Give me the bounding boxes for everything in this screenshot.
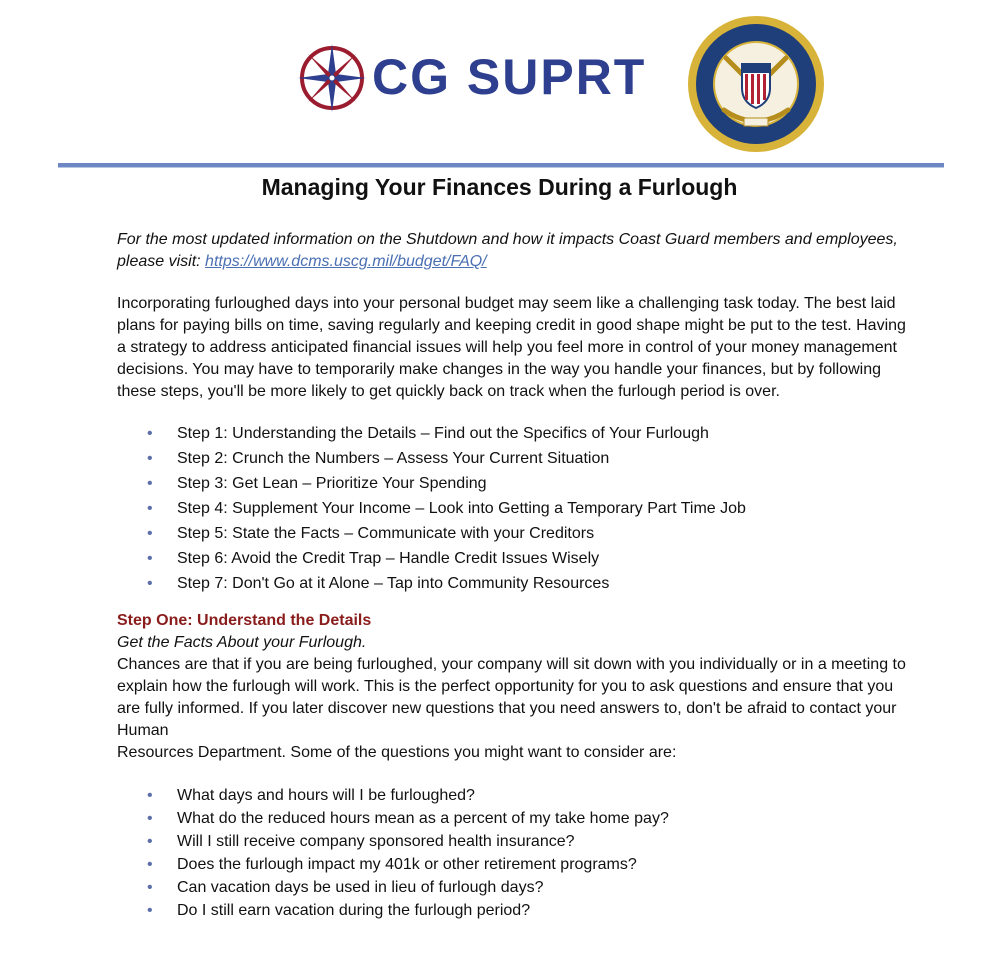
page-title: Managing Your Finances During a Furlough: [261, 174, 738, 200]
bullet-icon: •: [147, 879, 153, 896]
header-divider: [58, 163, 944, 168]
logo-text: CG SUPRT: [372, 49, 647, 105]
section-body-continued: Resources Department. Some of the questions you might want to consider are:: [117, 744, 677, 761]
bullet-icon: •: [147, 810, 153, 827]
faq-link[interactable]: https://www.dcms.uscg.mil/budget/FAQ/: [205, 253, 487, 270]
step-text: Step 5: State the Facts – Communicate with your Creditors: [177, 525, 595, 542]
compass-rose-icon: [296, 42, 368, 114]
list-item: [147, 876, 917, 899]
bullet-icon: •: [147, 525, 153, 542]
list-item: [147, 571, 917, 596]
section-body: Chances are that if you are being furloughed, your company will sit down with you individually or in a meeting to explain how the furlough will work. This is the perfect opportunity for you to ask questions and ensure that you are fully informed. If you later discover new questions that you need answers to, don't be afraid to contact your Human: [117, 656, 906, 739]
bullet-icon: •: [147, 550, 153, 567]
bullet-icon: •: [147, 475, 153, 492]
list-item: [147, 807, 917, 830]
list-item: [147, 853, 917, 876]
question-text: Do I still earn vacation during the furlough period?: [177, 902, 531, 919]
question-text: Can vacation days be used in lieu of furlough days?: [177, 879, 544, 896]
question-text: What do the reduced hours mean as a percent of my take home pay?: [177, 810, 669, 827]
bullet-icon: •: [147, 575, 153, 592]
step-text: Step 2: Crunch the Numbers – Assess Your Current Situation: [177, 450, 610, 467]
intro-note: [117, 229, 917, 273]
intro-paragraph: Incorporating furloughed days into your personal budget may seem like a challenging task today. The best laid plans for paying bills on time, saving regularly and keeping credit in good shape might be put to the test. Having a strategy to address anticipated financial issues will help you feel more in control of your money management decisions. You may have to temporarily make changes in the way you handle your finances, but by following these steps, you'll be more likely to get quickly back on track when the furlough period is over.: [117, 295, 906, 400]
steps-list: [117, 421, 917, 596]
list-item: [147, 421, 917, 446]
list-item: [147, 899, 917, 922]
bullet-icon: •: [147, 856, 153, 873]
questions-list: [117, 784, 917, 922]
bullet-icon: •: [147, 902, 153, 919]
document-body: [117, 229, 917, 922]
bullet-icon: •: [147, 425, 153, 442]
list-item: [147, 446, 917, 471]
list-item: [147, 546, 917, 571]
list-item: [147, 830, 917, 853]
bullet-icon: •: [147, 500, 153, 517]
question-text: Does the furlough impact my 401k or other retirement programs?: [177, 856, 637, 873]
step-text: Step 6: Avoid the Credit Trap – Handle Credit Issues Wisely: [177, 550, 600, 567]
list-item: [147, 496, 917, 521]
question-text: What days and hours will I be furloughed?: [177, 787, 475, 804]
list-item: [147, 784, 917, 807]
bullet-icon: •: [147, 833, 153, 850]
step-text: Step 7: Don't Go at it Alone – Tap into Community Resources: [177, 575, 610, 592]
coast-guard-seal-icon: [686, 14, 826, 154]
step-text: Step 1: Understanding the Details – Find out the Specifics of Your Furlough: [177, 425, 709, 442]
intro-note-text: For the most updated information on the Shutdown and how it impacts Coast Guard members and employees, please visit:: [117, 231, 898, 270]
section-subheading: Get the Facts About your Furlough.: [117, 634, 367, 651]
question-text: Will I still receive company sponsored health insurance?: [177, 833, 575, 850]
step-text: Step 4: Supplement Your Income – Look into Getting a Temporary Part Time Job: [177, 500, 746, 517]
document-header: [0, 0, 999, 165]
list-item: [147, 521, 917, 546]
step-text: Step 3: Get Lean – Prioritize Your Spending: [177, 475, 487, 492]
list-item: [147, 471, 917, 496]
bullet-icon: •: [147, 787, 153, 804]
section-heading: Step One: Understand the Details: [117, 612, 372, 629]
bullet-icon: •: [147, 450, 153, 467]
